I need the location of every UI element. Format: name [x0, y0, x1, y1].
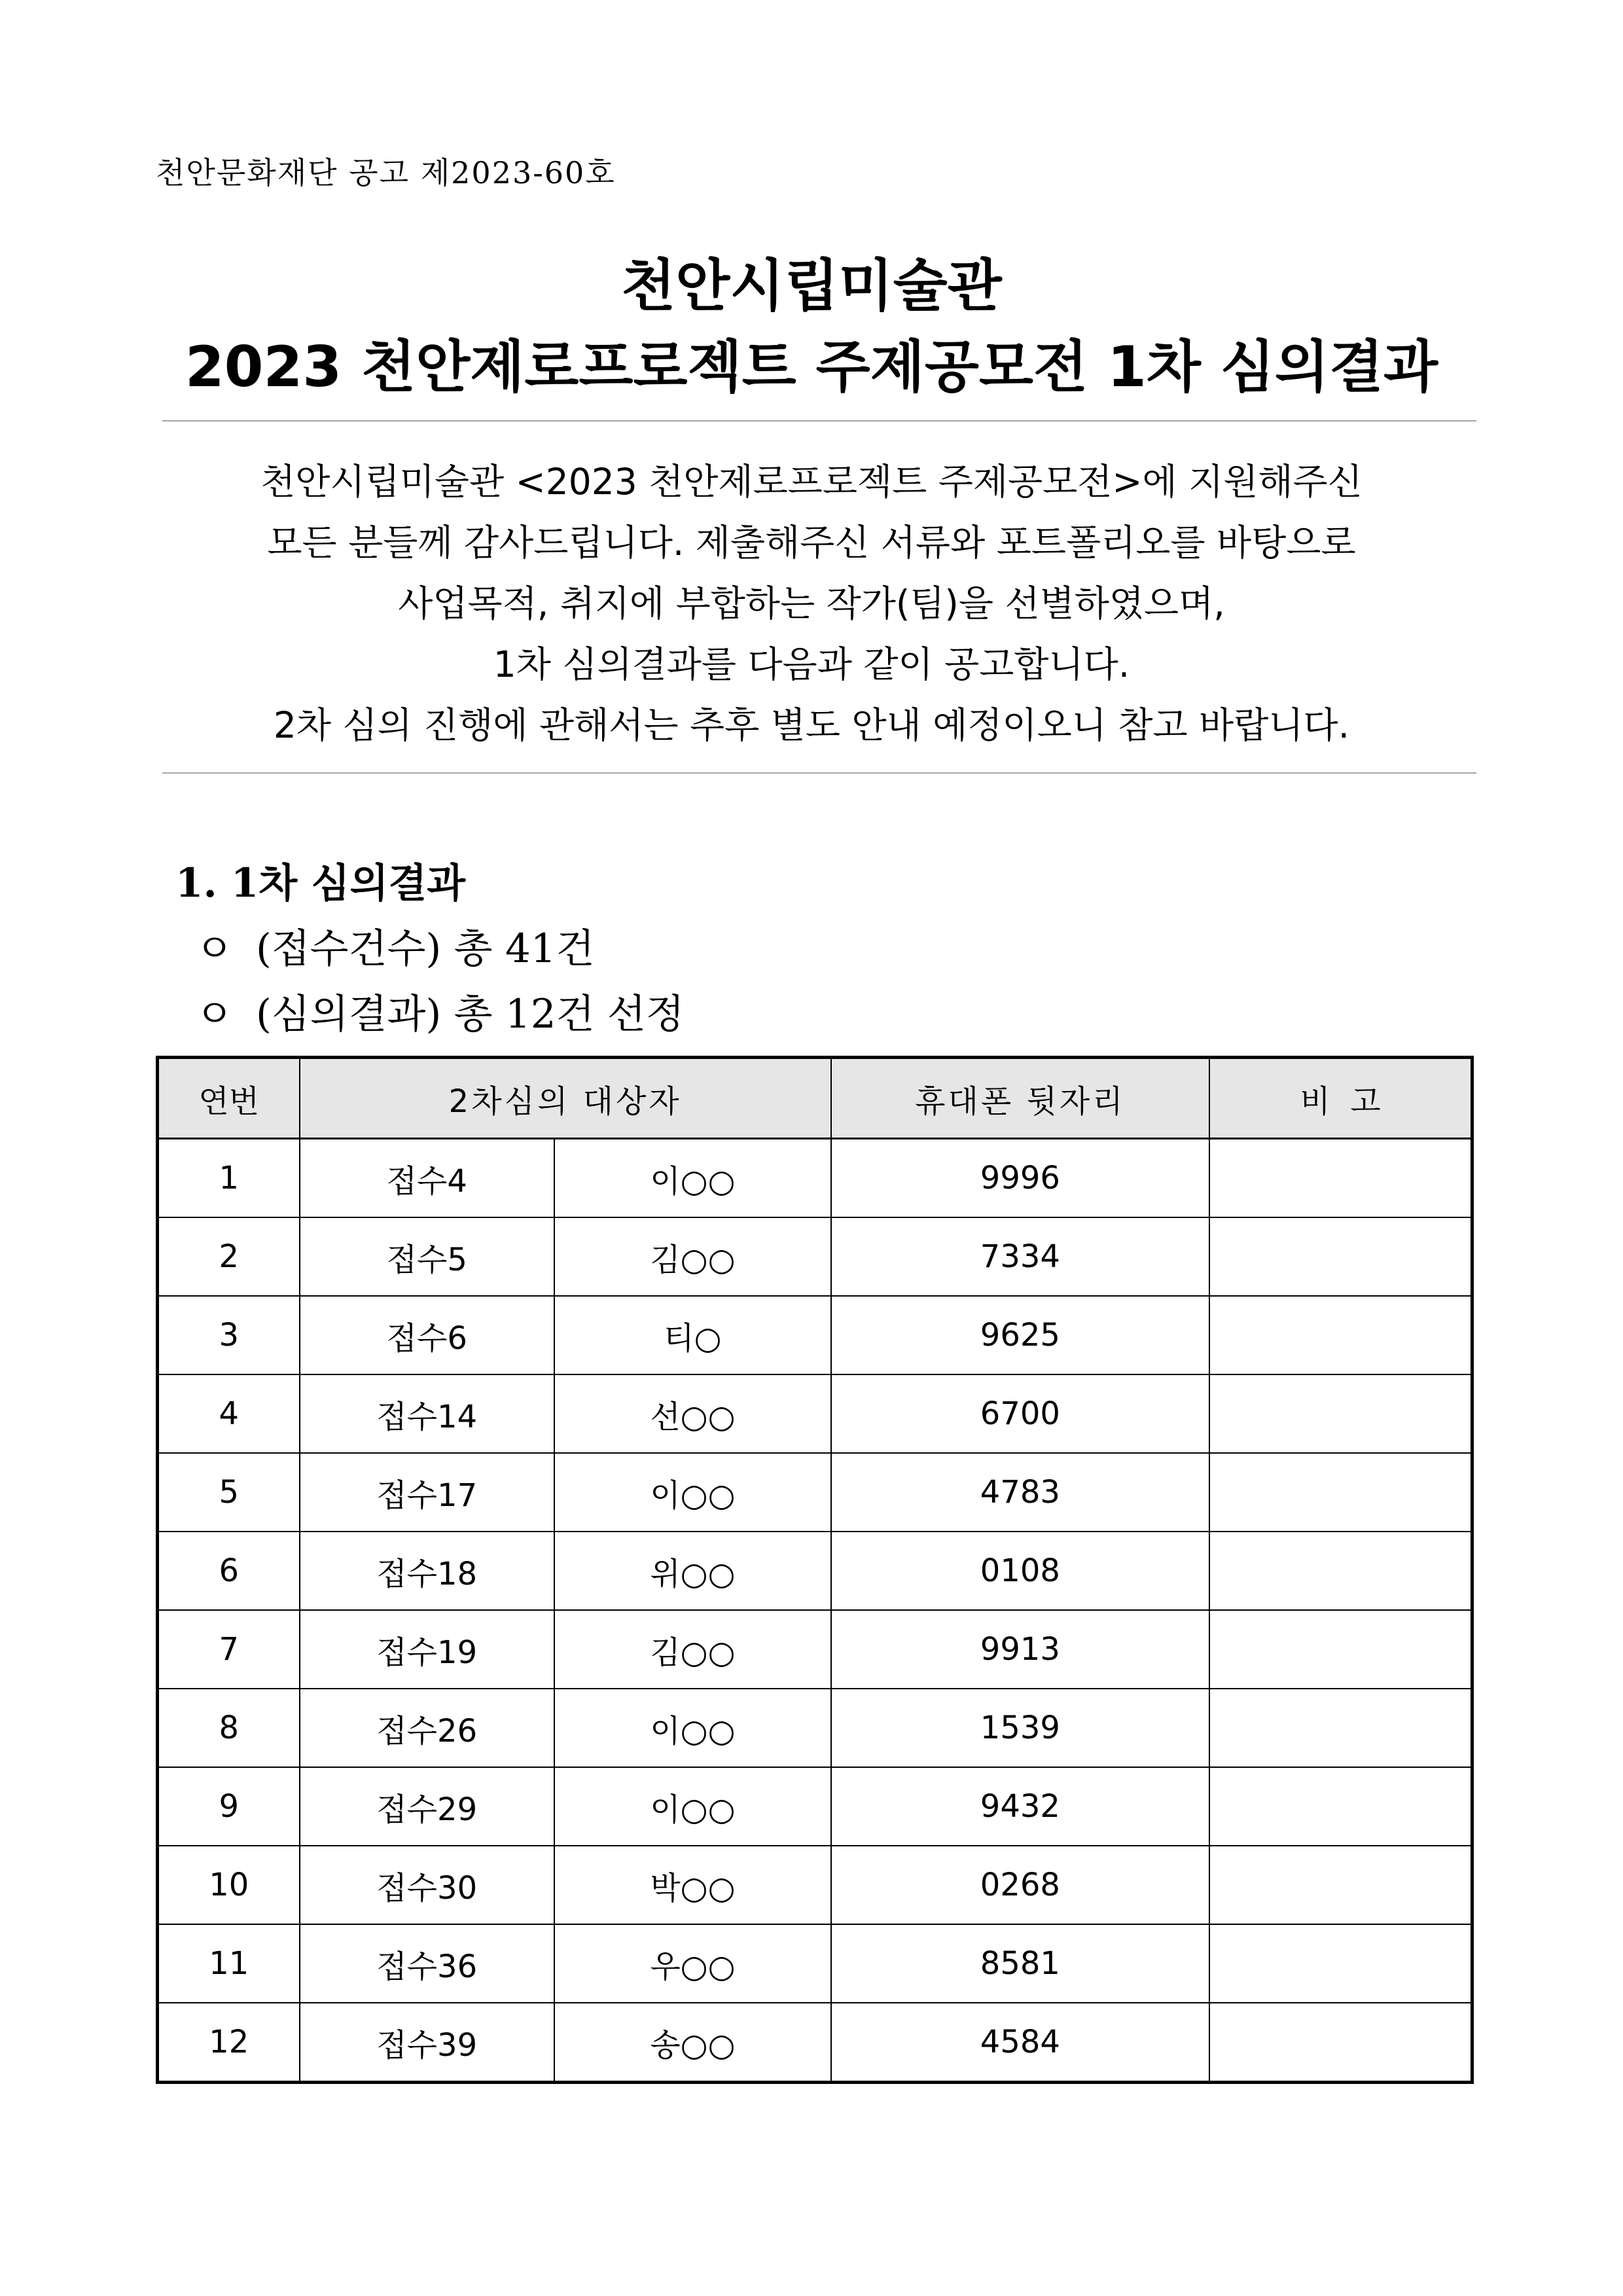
cell-receipt: 접수6 [300, 1296, 554, 1374]
cell-phone: 9996 [831, 1139, 1209, 1218]
cell-no: 11 [158, 1924, 300, 2003]
cell-phone: 6700 [831, 1374, 1209, 1453]
cell-no: 8 [158, 1689, 300, 1767]
cell-note [1209, 1846, 1472, 1924]
cell-note [1209, 1689, 1472, 1767]
cell-receipt: 접수19 [300, 1610, 554, 1689]
table-row [158, 1139, 1472, 1218]
table-row [158, 1296, 1472, 1374]
cell-name: 선○○ [554, 1374, 831, 1453]
cell-no: 4 [158, 1374, 300, 1453]
bullet-mark: ㅇ [195, 925, 234, 972]
cell-note [1209, 1610, 1472, 1689]
cell-receipt: 접수39 [300, 2003, 554, 2083]
cell-no: 9 [158, 1767, 300, 1846]
cell-phone: 4584 [831, 2003, 1209, 2083]
bullet-mark: ㅇ [195, 991, 234, 1037]
bullet-receipt-count [195, 916, 595, 982]
cell-phone: 9432 [831, 1767, 1209, 1846]
intro-line: 사업목적, 취지에 부합하는 작가(팀)을 선별하였으며, [398, 583, 1225, 624]
cell-phone: 9625 [831, 1296, 1209, 1374]
intro-line: 1차 심의결과를 다음과 같이 공고합니다. [493, 643, 1130, 685]
table-row [158, 1374, 1472, 1453]
bullet-result-count [195, 982, 685, 1047]
cell-note [1209, 1139, 1472, 1218]
table-row [158, 1610, 1472, 1689]
document-title [0, 245, 1623, 408]
intro-paragraph [0, 452, 1623, 756]
cell-name: 이○○ [554, 1139, 831, 1218]
cell-no: 2 [158, 1217, 300, 1296]
cell-phone: 8581 [831, 1924, 1209, 2003]
cell-name: 이○○ [554, 1689, 831, 1767]
cell-receipt: 접수4 [300, 1139, 554, 1218]
divider-top [162, 420, 1476, 422]
intro-line: 모든 분들께 감사드립니다. 제출해주신 서류와 포트폴리오를 바탕으로 [267, 522, 1356, 564]
cell-no: 5 [158, 1453, 300, 1532]
cell-phone: 9913 [831, 1610, 1209, 1689]
cell-no: 12 [158, 2003, 300, 2083]
cell-note [1209, 1453, 1472, 1532]
bullet-text: (접수건수) 총 41건 [255, 925, 595, 972]
cell-phone: 7334 [831, 1217, 1209, 1296]
title-line-2: 2023 천안제로프로젝트 주제공모전 1차 심의결과 [185, 334, 1438, 400]
cell-receipt: 접수30 [300, 1846, 554, 1924]
cell-note [1209, 1374, 1472, 1453]
cell-note [1209, 1217, 1472, 1296]
table-body [158, 1139, 1472, 2083]
table-row [158, 1217, 1472, 1296]
notice-number: 천안문화재단 공고 제2023-60호 [156, 155, 616, 190]
table-row [158, 1924, 1472, 2003]
cell-note [1209, 1296, 1472, 1374]
cell-note [1209, 2003, 1472, 2083]
cell-receipt: 접수17 [300, 1453, 554, 1532]
cell-name: 이○○ [554, 1767, 831, 1846]
header-note: 비 고 [1209, 1058, 1472, 1139]
cell-no: 10 [158, 1846, 300, 1924]
intro-line: 천안시립미술관 <2023 천안제로프로젝트 주제공모전>에 지원해주신 [260, 461, 1363, 503]
cell-name: 김○○ [554, 1217, 831, 1296]
cell-no: 7 [158, 1610, 300, 1689]
cell-no: 3 [158, 1296, 300, 1374]
section-heading: 1. 1차 심의결과 [175, 860, 466, 906]
cell-name: 김○○ [554, 1610, 831, 1689]
cell-name: 위○○ [554, 1532, 831, 1610]
results-table [156, 1056, 1474, 2084]
cell-phone: 1539 [831, 1689, 1209, 1767]
cell-receipt: 접수18 [300, 1532, 554, 1610]
cell-note [1209, 1532, 1472, 1610]
header-no: 연번 [158, 1058, 300, 1139]
cell-phone: 0268 [831, 1846, 1209, 1924]
header-target: 2차심의 대상자 [300, 1058, 831, 1139]
bullet-text: (심의결과) 총 12건 선정 [255, 991, 685, 1037]
cell-name: 티○ [554, 1296, 831, 1374]
header-phone: 휴대폰 뒷자리 [831, 1058, 1209, 1139]
divider-bottom [162, 772, 1476, 774]
table-header-row [158, 1058, 1472, 1139]
table-row [158, 2003, 1472, 2083]
table-row [158, 1453, 1472, 1532]
cell-name: 이○○ [554, 1453, 831, 1532]
cell-name: 우○○ [554, 1924, 831, 2003]
cell-name: 박○○ [554, 1846, 831, 1924]
intro-line: 2차 심의 진행에 관해서는 추후 별도 안내 예정이오니 참고 바랍니다. [273, 704, 1350, 746]
cell-note [1209, 1767, 1472, 1846]
cell-receipt: 접수26 [300, 1689, 554, 1767]
cell-no: 1 [158, 1139, 300, 1218]
cell-receipt: 접수36 [300, 1924, 554, 2003]
cell-note [1209, 1924, 1472, 2003]
cell-receipt: 접수29 [300, 1767, 554, 1846]
cell-receipt: 접수14 [300, 1374, 554, 1453]
table-row [158, 1846, 1472, 1924]
table-row [158, 1689, 1472, 1767]
cell-name: 송○○ [554, 2003, 831, 2083]
cell-phone: 4783 [831, 1453, 1209, 1532]
cell-no: 6 [158, 1532, 300, 1610]
table-row [158, 1532, 1472, 1610]
cell-receipt: 접수5 [300, 1217, 554, 1296]
title-line-1: 천안시립미술관 [621, 253, 1002, 319]
cell-phone: 0108 [831, 1532, 1209, 1610]
table-row [158, 1767, 1472, 1846]
